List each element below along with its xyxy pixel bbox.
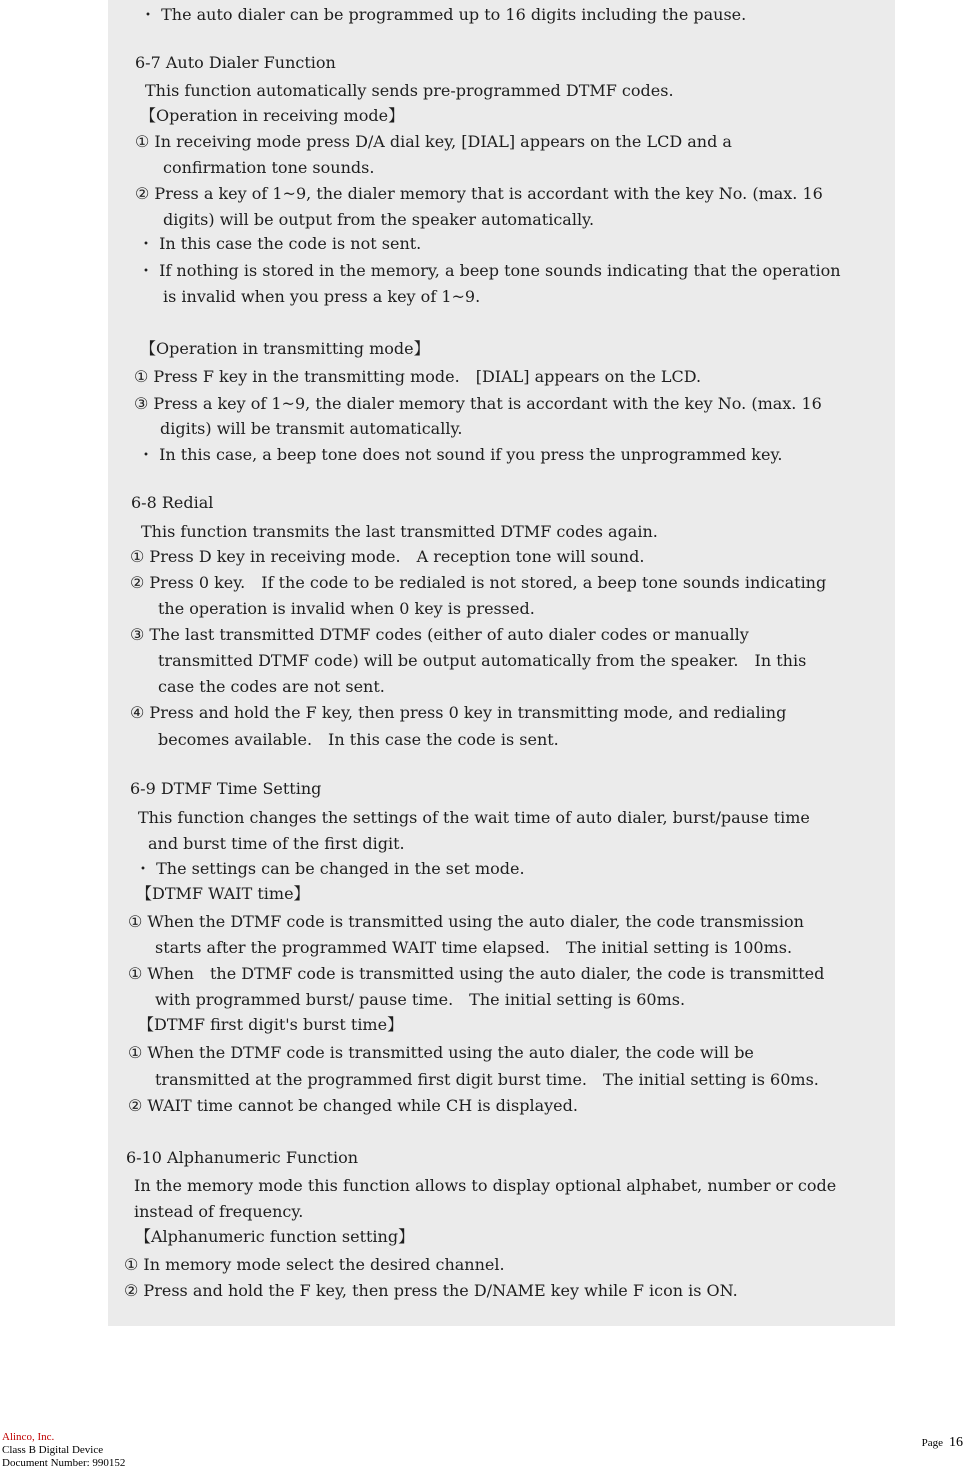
section-heading-6-9: 6-9 DTMF Time Setting	[130, 779, 322, 798]
list-item-continuation: confirmation tone sounds.	[163, 158, 375, 177]
list-item-continuation: digits) will be output from the speaker automatically.	[163, 210, 595, 229]
list-item-continuation: digits) will be transmit automatically.	[160, 419, 463, 438]
list-item: ① Press F key in the transmitting mode. [DIAL] appears on the LCD.	[134, 367, 702, 386]
list-item: ① When the DTMF code is transmitted using the auto dialer, the code will be	[128, 1043, 754, 1062]
list-item-continuation: becomes available. In this case the code is sent.	[158, 730, 559, 749]
subsection-title: 【Operation in transmitting mode】	[140, 339, 430, 358]
list-item-continuation: the operation is invalid when 0 key is pressed.	[158, 599, 535, 618]
list-item-continuation: with programmed burst/ pause time. The initial setting is 60ms.	[155, 990, 686, 1009]
bullet-note: ・ If nothing is stored in the memory, a beep tone sounds indicating that the operation	[138, 261, 841, 280]
list-item: ② WAIT time cannot be changed while CH is displayed.	[128, 1096, 578, 1115]
section-heading-6-10: 6-10 Alphanumeric Function	[126, 1148, 359, 1167]
page-number: 16	[949, 1435, 963, 1450]
list-item: ① When the DTMF code is transmitted using the auto dialer, the code transmission	[128, 912, 804, 931]
scanned-manual-page	[108, 0, 895, 1326]
page-indicator	[922, 1433, 963, 1451]
list-item: ① In memory mode select the desired channel.	[124, 1255, 505, 1274]
bullet-note: ・ In this case the code is not sent.	[138, 234, 422, 253]
section-description: This function transmits the last transmitted DTMF codes again.	[141, 522, 658, 541]
list-item-continuation: transmitted at the programmed first digit burst time. The initial setting is 60ms.	[155, 1070, 819, 1089]
document-number: Document Number: 990152	[2, 1457, 126, 1469]
list-item-continuation: transmitted DTMF code) will be output automatically from the speaker. In this	[158, 651, 807, 670]
list-item: ③ The last transmitted DTMF codes (either of auto dialer codes or manually	[130, 625, 749, 644]
list-item-continuation: starts after the programmed WAIT time elapsed. The initial setting is 100ms.	[155, 938, 793, 957]
section-description: In the memory mode this function allows to display optional alphabet, number or code	[134, 1176, 837, 1195]
company-name: Alinco, Inc.	[2, 1431, 55, 1443]
list-item: ④ Press and hold the F key, then press 0 key in transmitting mode, and redialing	[130, 703, 787, 722]
section-description: This function automatically sends pre-programmed DTMF codes.	[145, 81, 674, 100]
list-item: ② Press and hold the F key, then press the D/NAME key while F icon is ON.	[124, 1281, 738, 1300]
subsection-title: 【Operation in receiving mode】	[140, 106, 405, 125]
list-item: ① When the DTMF code is transmitted using the auto dialer, the code is transmitted	[128, 964, 825, 983]
subsection-title: 【DTMF first digit's burst time】	[138, 1015, 404, 1034]
device-class: Class B Digital Device	[2, 1444, 104, 1456]
section-description: This function changes the settings of the wait time of auto dialer, burst/pause time	[138, 808, 810, 827]
document-footer	[2, 1431, 125, 1470]
list-item: ③ Press a key of 1~9, the dialer memory that is accordant with the key No. (max. 16	[134, 394, 822, 413]
section-description-continuation: and burst time of the first digit.	[148, 834, 405, 853]
page-label: Page	[921, 1437, 943, 1449]
list-item: ② Press a key of 1~9, the dialer memory that is accordant with the key No. (max. 16	[135, 184, 823, 203]
bullet-note-continuation: is invalid when you press a key of 1~9.	[163, 287, 481, 306]
bullet-note: ・ In this case, a beep tone does not sound if you press the unprogrammed key.	[138, 445, 783, 464]
list-item: ② Press 0 key. If the code to be redialed is not stored, a beep tone sounds indicating	[130, 573, 827, 592]
section-heading-6-7: 6-7 Auto Dialer Function	[135, 53, 336, 72]
list-item-continuation: case the codes are not sent.	[158, 677, 385, 696]
bullet-note: ・ The settings can be changed in the set mode.	[135, 859, 525, 878]
subsection-title: 【DTMF WAIT time】	[136, 884, 310, 903]
intro-note: ・ The auto dialer can be programmed up to 16 digits including the pause.	[140, 5, 747, 24]
section-description-continuation: instead of frequency.	[134, 1202, 304, 1221]
subsection-title: 【Alphanumeric function setting】	[135, 1227, 415, 1246]
section-heading-6-8: 6-8 Redial	[131, 493, 214, 512]
list-item: ① Press D key in receiving mode. A reception tone will sound.	[130, 547, 645, 566]
list-item: ① In receiving mode press D/A dial key, [DIAL] appears on the LCD and a	[135, 132, 732, 151]
